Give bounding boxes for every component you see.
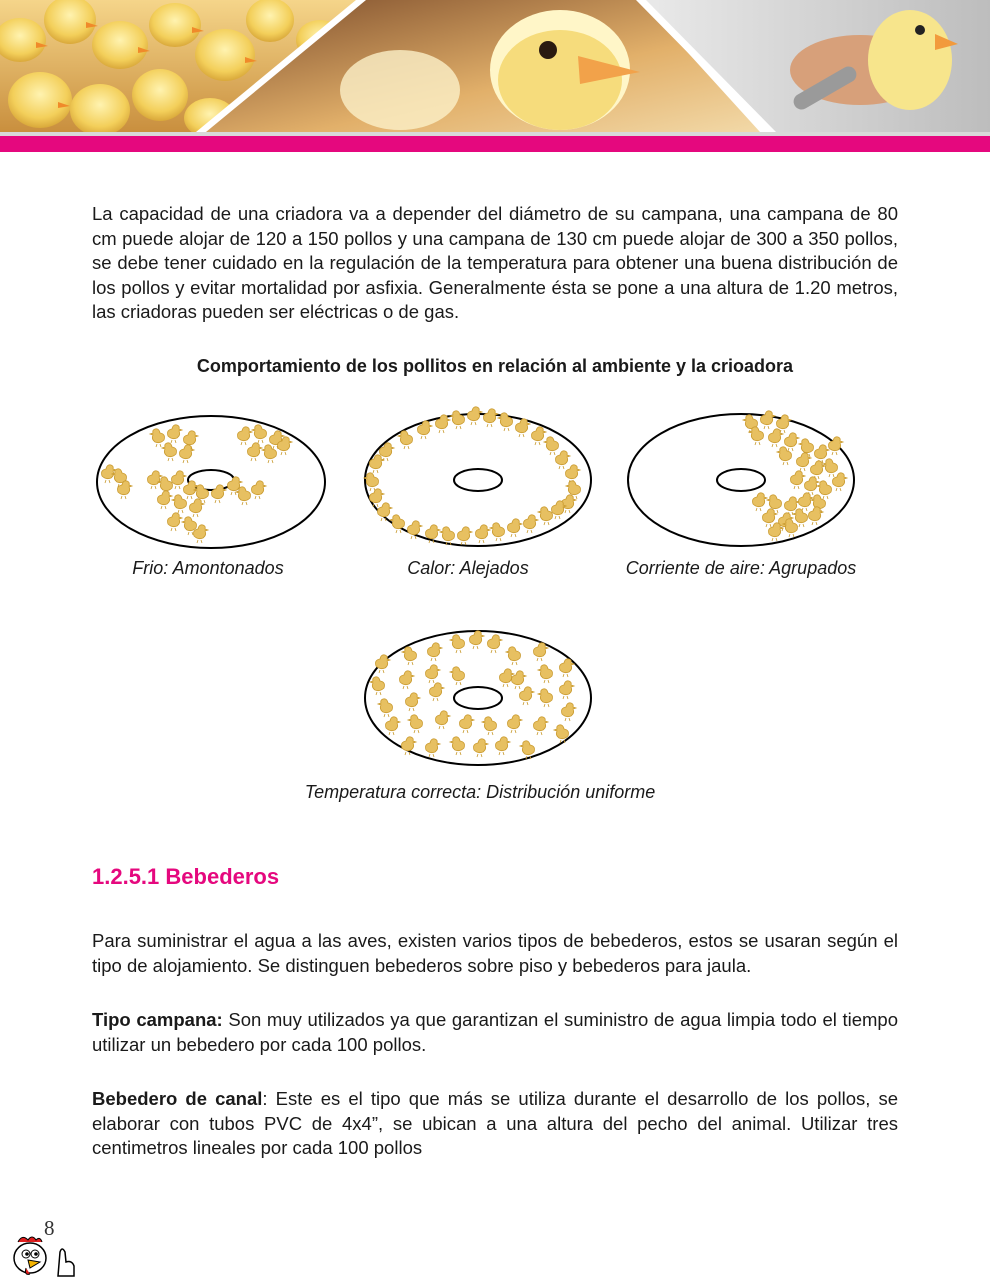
section-title: 1.2.5.1 Bebederos	[92, 864, 280, 889]
tipo-campana-paragraph	[92, 1008, 898, 1057]
page-number: 8	[44, 1216, 55, 1240]
figure-title: Comportamiento de los pollitos en relación al ambiente y la crioadora	[196, 356, 794, 376]
brooder-diagram-hot	[362, 404, 594, 550]
header-accent-bar	[0, 136, 990, 152]
caption-correct: Temperatura correcta: Distribución uniforme	[304, 782, 656, 802]
caption-draft: Corriente de aire: Agrupados	[625, 558, 857, 578]
brooder-diagram-cold	[94, 414, 328, 552]
brooder-diagram-correct	[362, 626, 594, 772]
bebedero-canal-label: Bebedero de canal	[92, 1088, 263, 1109]
rooster-mascot-icon	[4, 1232, 84, 1278]
bebederos-intro-paragraph: Para suministrar el agua a las aves, existen varios tipos de bebederos, estos se usaran según el tipo de alojamiento. Se distinguen bebederos sobre piso y bebederos para jaula.	[92, 930, 898, 976]
caption-cold: Frio: Amontonados	[132, 558, 284, 578]
bebedero-canal-paragraph	[92, 1087, 898, 1161]
header-banner	[0, 0, 990, 132]
chicks-photo-banner	[0, 0, 990, 132]
caption-hot: Calor: Alejados	[407, 558, 529, 578]
bebedero-canal-text: : Este es el tipo que más se utiliza durante el desarrollo de los pollos, se elaborar con tubos PVC de 4x4”, se ubican a una altura del pecho del animal. Utilizar tres centimetros lineales por cada 100 pollos	[92, 1088, 899, 1158]
tipo-campana-label: Tipo campana:	[92, 1009, 223, 1030]
tipo-campana-text: Son muy utilizados ya que garantizan el suministro de agua limpia todo el tiempo utilizar un bebedero por cada 100 pollos.	[92, 1009, 899, 1055]
intro-paragraph: La capacidad de una criadora va a depender del diámetro de su campana, una campana de 80 cm puede alojar de 120 a 150 pollos y una campana de 130 cm puede alojar de 300 a 350 pollos, se debe tener cuidado en la regulación de la temperatura para obtener una buena distribución de los pollos y evitar mortalidad por asfixia. Generalmente ésta se pone a una altura de 1.20 metros, las criadoras pueden ser eléctricas o de gas.	[92, 203, 898, 322]
brooder-diagram-draft	[625, 408, 857, 550]
